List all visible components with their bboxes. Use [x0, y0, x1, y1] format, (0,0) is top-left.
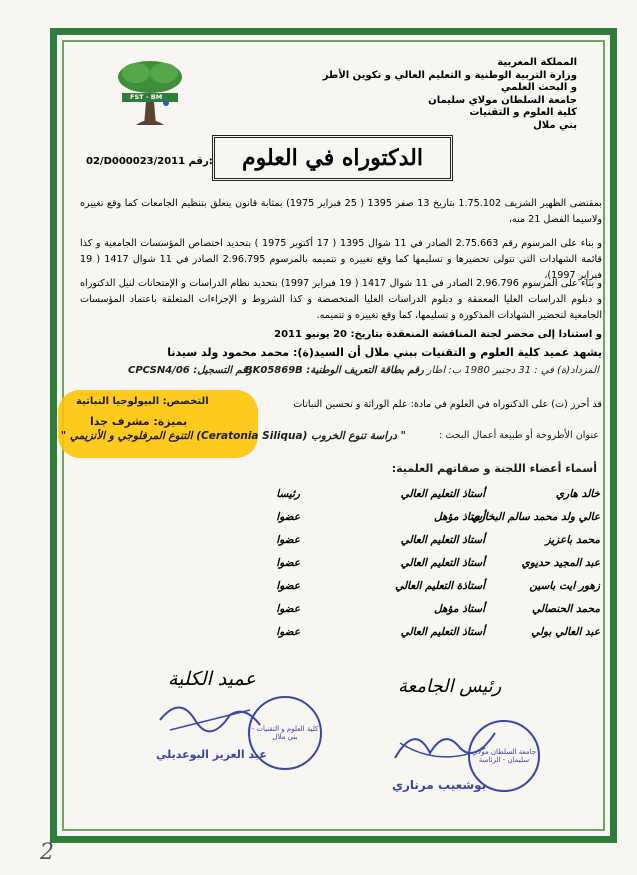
legal-paragraph: و استنادا إلى محضر لجنة المناقشة المنعقدة بتاريخ: 20 يونيو 2011: [274, 329, 602, 340]
header-line: كلية العلوم و التقنيات: [469, 107, 577, 118]
dean-signature: [150, 690, 270, 740]
legal-paragraph: بمقتضى الظهير الشريف 1.75.102 بتاريخ 13 صفر 1395 ( 25 فبراير 1975) بمثابة قانون يتعلق بتنظيم الجامعات كما وقع تغييره ولاسيما الفصل 21 منه،: [80, 198, 602, 225]
jury-member-row: [240, 580, 600, 600]
faculty-logo: [110, 55, 190, 135]
jury-heading: أسماء أعضاء اللجنة و صفاتهم العلمية:: [391, 462, 597, 475]
mention-value: مشرف جدا: [90, 415, 150, 428]
registration-number: رقم التسجيل: CPCSN4/06: [128, 365, 252, 376]
page-mark: 2: [40, 840, 54, 865]
header-line: وزارة التربية الوطنية و التعليم العالي و تكوين الأطر: [322, 69, 577, 81]
document-title: الدكتوراه في العلوم: [212, 135, 453, 181]
jury-member-name: عبد المجيد حديوي: [521, 557, 600, 569]
dean-title: عميد الكلية: [168, 668, 256, 690]
speciality-label: التخصص:: [162, 396, 209, 407]
jury-member-name: عبد العالي بولي: [531, 626, 600, 638]
jury-member-title: أستاذ التعليم العالي: [400, 626, 485, 638]
jury-member-row: [240, 488, 600, 508]
faculty-stamp: كلية العلوم و التقنيات - بني ملال: [248, 696, 322, 770]
reference-value: 02/D000023/2011: [86, 156, 186, 167]
certify-line: يشهد عميد كلية العلوم و التقنيات ببني ملال أن السيد(ة): محمد محمود ولد سيدنا: [167, 346, 602, 359]
reference-label: رقم:: [188, 156, 213, 167]
reference-number: [86, 156, 213, 167]
jury-member-name: محمد الحنصالي: [532, 603, 600, 615]
dean-name: عبد العزيز البوعديلي: [156, 748, 267, 761]
jury-member-name: زهور ايت باسين: [529, 580, 600, 592]
jury-member-role: عضوا: [276, 511, 300, 523]
university-stamp: جامعة السلطان مولاي سليمان - الرئاسة: [468, 720, 540, 792]
jury-member-role: عضوا: [276, 534, 300, 546]
jury-member-row: [240, 603, 600, 623]
jury-member-row: [240, 626, 600, 646]
header-line: جامعة السلطان مولاي سليمان: [428, 94, 577, 106]
president-signature: [390, 718, 500, 773]
logo-text: FST - BM: [130, 93, 163, 101]
thesis-title: " دراسة تنوع الخروب (Ceratonia Siliqua) التنوع المرفلوجي و الأنزيمي ": [60, 430, 406, 442]
jury-member-row: [240, 534, 600, 554]
legal-paragraph: و بناء على المرسوم رقم 2.75.663 الصادر في 11 شوال 1395 ( 17 أكتوبر 1975 ) بتحديد اختصاص المؤسسات الجامعية و كذا قائمة الشهادات التي تتولى تحضيرها و تسليمها كما وقع تغييره و تتميمه بالمرسوم 2.96.795 الصادر في 11 شوال 1417 ( 19 فبراير 1997)،: [80, 238, 603, 281]
jury-member-role: عضوا: [276, 580, 300, 592]
jury-member-role: عضوا: [276, 626, 300, 638]
thesis-title-label: عنوان الأطروحة أو طبيعة أعمال البحث :: [438, 430, 599, 441]
jury-member-title: أستاذ التعليم العالي: [400, 488, 485, 500]
president-title: رئيس الجامعة: [398, 676, 502, 697]
legal-paragraph: و بناء على المرسوم 2.96.796 الصادر في 11 شوال 1417 ( 19 فبراير 1997) بتحديد نظام الدراسات و الإمتحانات لنيل الدكتوراه و دبلوم الدراسات العليا المعمقة و دبلوم الدراسات العليا المتخصصة و كذا الشروط و الإجراءات المتعلقة باعتماد المؤسسات الجامعية لتحضير الشهادات المذكورة و تسليمها، كما وقع تغييره و تتميمه.: [80, 278, 603, 321]
jury-member-name: خالد هاري: [555, 488, 600, 500]
mention: [90, 415, 187, 428]
degree-line: قد أحرز (ت) على الدكتوراه في العلوم في مادة: علم الوراثة و تحسين النباتات: [293, 399, 602, 410]
jury-member-role: عضوا: [276, 603, 300, 615]
speciality-value: البيولوجيا النباتية: [76, 396, 160, 407]
birth-line: المزداد(ة) في : 31 دجنبر 1980 ب: اطار: [426, 365, 599, 376]
jury-member-title: أستاذ التعليم العالي: [400, 557, 485, 569]
jury-member-title: أستاذة التعليم العالي: [395, 580, 485, 592]
president-name: بوشعيب مرناري: [392, 778, 487, 792]
jury-member-name: عالي ولد محمد سالم البخاري: [471, 511, 600, 523]
institution-header: [323, 57, 577, 132]
header-line: بني ملال: [533, 119, 577, 131]
jury-member-name: محمد باعزيز: [545, 534, 600, 546]
speciality: [76, 396, 209, 407]
jury-member-title: أستاذ التعليم العالي: [400, 534, 485, 546]
jury-member-title: أستاذ مؤهل: [434, 511, 485, 523]
jury-member-role: رئيسا: [276, 488, 300, 500]
mention-label: بميزة:: [153, 415, 188, 428]
national-id: رقم بطاقة التعريف الوطنية: BK05869B: [245, 365, 424, 376]
header-line: و البحث العلمي: [501, 82, 577, 93]
jury-member-row: [240, 557, 600, 577]
header-line: المملكة المغربية: [497, 57, 577, 68]
jury-member-title: أستاذ مؤهل: [434, 603, 485, 615]
jury-member-row: [240, 511, 600, 531]
jury-member-role: عضوا: [276, 557, 300, 569]
